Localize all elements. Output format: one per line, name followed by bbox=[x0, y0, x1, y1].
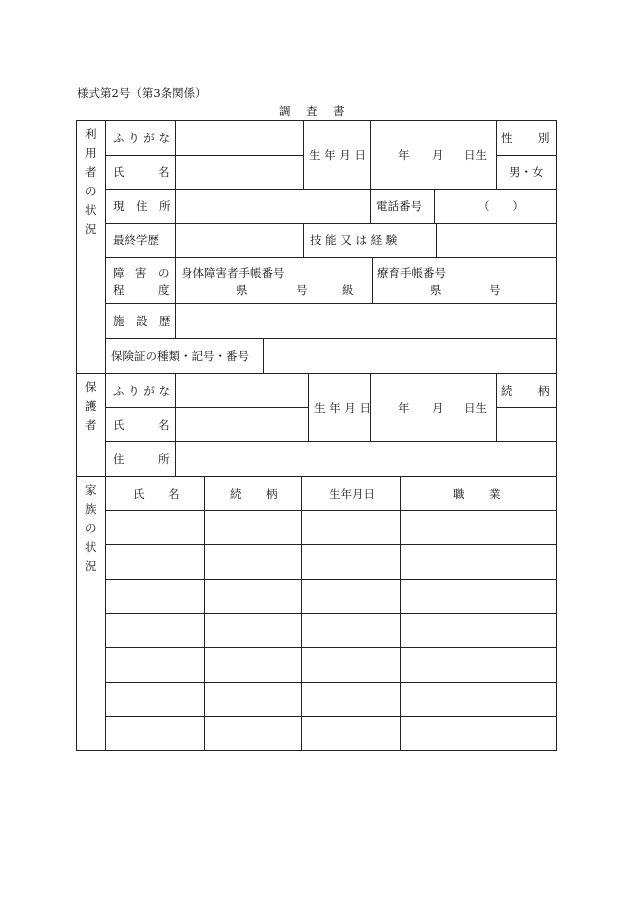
guardian-name-label-b: 名 bbox=[158, 418, 170, 432]
user-address-label: 現 住 所 bbox=[113, 199, 171, 213]
physical-disability-book-label: 身体障害者手帳番号 bbox=[181, 266, 285, 280]
user-phone-label: 電話番号 bbox=[376, 199, 422, 213]
family-col-birthdate: 生年月日 bbox=[329, 487, 375, 501]
user-education-field[interactable] bbox=[176, 224, 303, 257]
user-birth-day: 日生 bbox=[464, 148, 487, 162]
family-col-name-b: 名 bbox=[168, 487, 180, 501]
facility-history-label: 施 設 歴 bbox=[113, 314, 171, 328]
guardian-relation-field[interactable] bbox=[497, 408, 556, 441]
user-disability-label-b1: 程 bbox=[113, 283, 125, 297]
insurance-label: 保険証の種類・記号・番号 bbox=[111, 349, 249, 363]
family-col-name-a: 氏 bbox=[133, 487, 145, 501]
guardian-birth-month: 月 bbox=[432, 401, 444, 415]
user-sex-value: 男・女 bbox=[509, 165, 544, 179]
user-birth-month: 月 bbox=[432, 148, 444, 162]
guardian-birth-day: 日生 bbox=[464, 401, 487, 415]
family-col-job-a: 職 bbox=[453, 487, 465, 501]
guardian-furigana-field[interactable] bbox=[176, 374, 308, 407]
guardian-name-label-a: 氏 bbox=[113, 418, 125, 432]
guardian-name-field[interactable] bbox=[176, 408, 308, 441]
family-col-relation-b: 柄 bbox=[266, 487, 278, 501]
guardian-relation-label-a: 続 bbox=[501, 384, 513, 398]
rehab-book-label: 療育手帳番号 bbox=[377, 266, 446, 280]
family-col-job-b: 業 bbox=[489, 487, 501, 501]
user-birth-year: 年 bbox=[398, 148, 410, 162]
user-disability-label-a3: の bbox=[158, 266, 170, 280]
user-skill-label: 技 能 又 は 経 験 bbox=[310, 233, 398, 247]
guardian-address-label-a: 住 bbox=[113, 452, 125, 466]
user-disability-label-a1: 障 bbox=[113, 266, 125, 280]
family-col-relation-a: 続 bbox=[230, 487, 242, 501]
guardian-furigana-label: ふ り が な bbox=[113, 384, 170, 398]
physical-book-pref: 県 bbox=[236, 283, 248, 297]
guardian-birth-year: 年 bbox=[398, 401, 410, 415]
user-sex-label-a: 性 bbox=[501, 131, 513, 145]
user-birthdate-label: 生 年 月 日 bbox=[309, 148, 366, 162]
guardian-address-field[interactable] bbox=[176, 442, 556, 476]
user-disability-label-a2: 害 bbox=[135, 266, 147, 280]
physical-book-grade: 級 bbox=[342, 283, 354, 297]
form-title: 調 査 書 bbox=[279, 104, 347, 118]
rehab-book-no: 号 bbox=[489, 283, 501, 297]
user-name-field[interactable] bbox=[176, 156, 303, 189]
guardian-birthdate-label: 生 年 月 日 bbox=[314, 401, 371, 415]
facility-history-field[interactable] bbox=[176, 304, 556, 338]
guardian-relation-label-b: 柄 bbox=[538, 384, 550, 398]
guardian-address-label-b: 所 bbox=[158, 452, 170, 466]
insurance-field[interactable] bbox=[264, 339, 556, 373]
user-skill-field[interactable] bbox=[437, 224, 556, 257]
user-sex-label-b: 別 bbox=[538, 131, 550, 145]
user-phone-value: （ ） bbox=[478, 199, 524, 213]
user-disability-label-b2: 度 bbox=[158, 283, 170, 297]
user-furigana-label: ふ り が な bbox=[113, 131, 170, 145]
physical-book-no: 号 bbox=[296, 283, 308, 297]
form-reference: 様式第2号（第3条関係） bbox=[77, 86, 207, 100]
user-name-label-a: 氏 bbox=[113, 165, 125, 179]
user-education-label: 最終学歴 bbox=[113, 233, 159, 247]
rehab-book-pref: 県 bbox=[430, 283, 442, 297]
user-address-field[interactable] bbox=[176, 190, 370, 223]
user-furigana-field[interactable] bbox=[176, 121, 303, 155]
user-name-label-b: 名 bbox=[158, 165, 170, 179]
